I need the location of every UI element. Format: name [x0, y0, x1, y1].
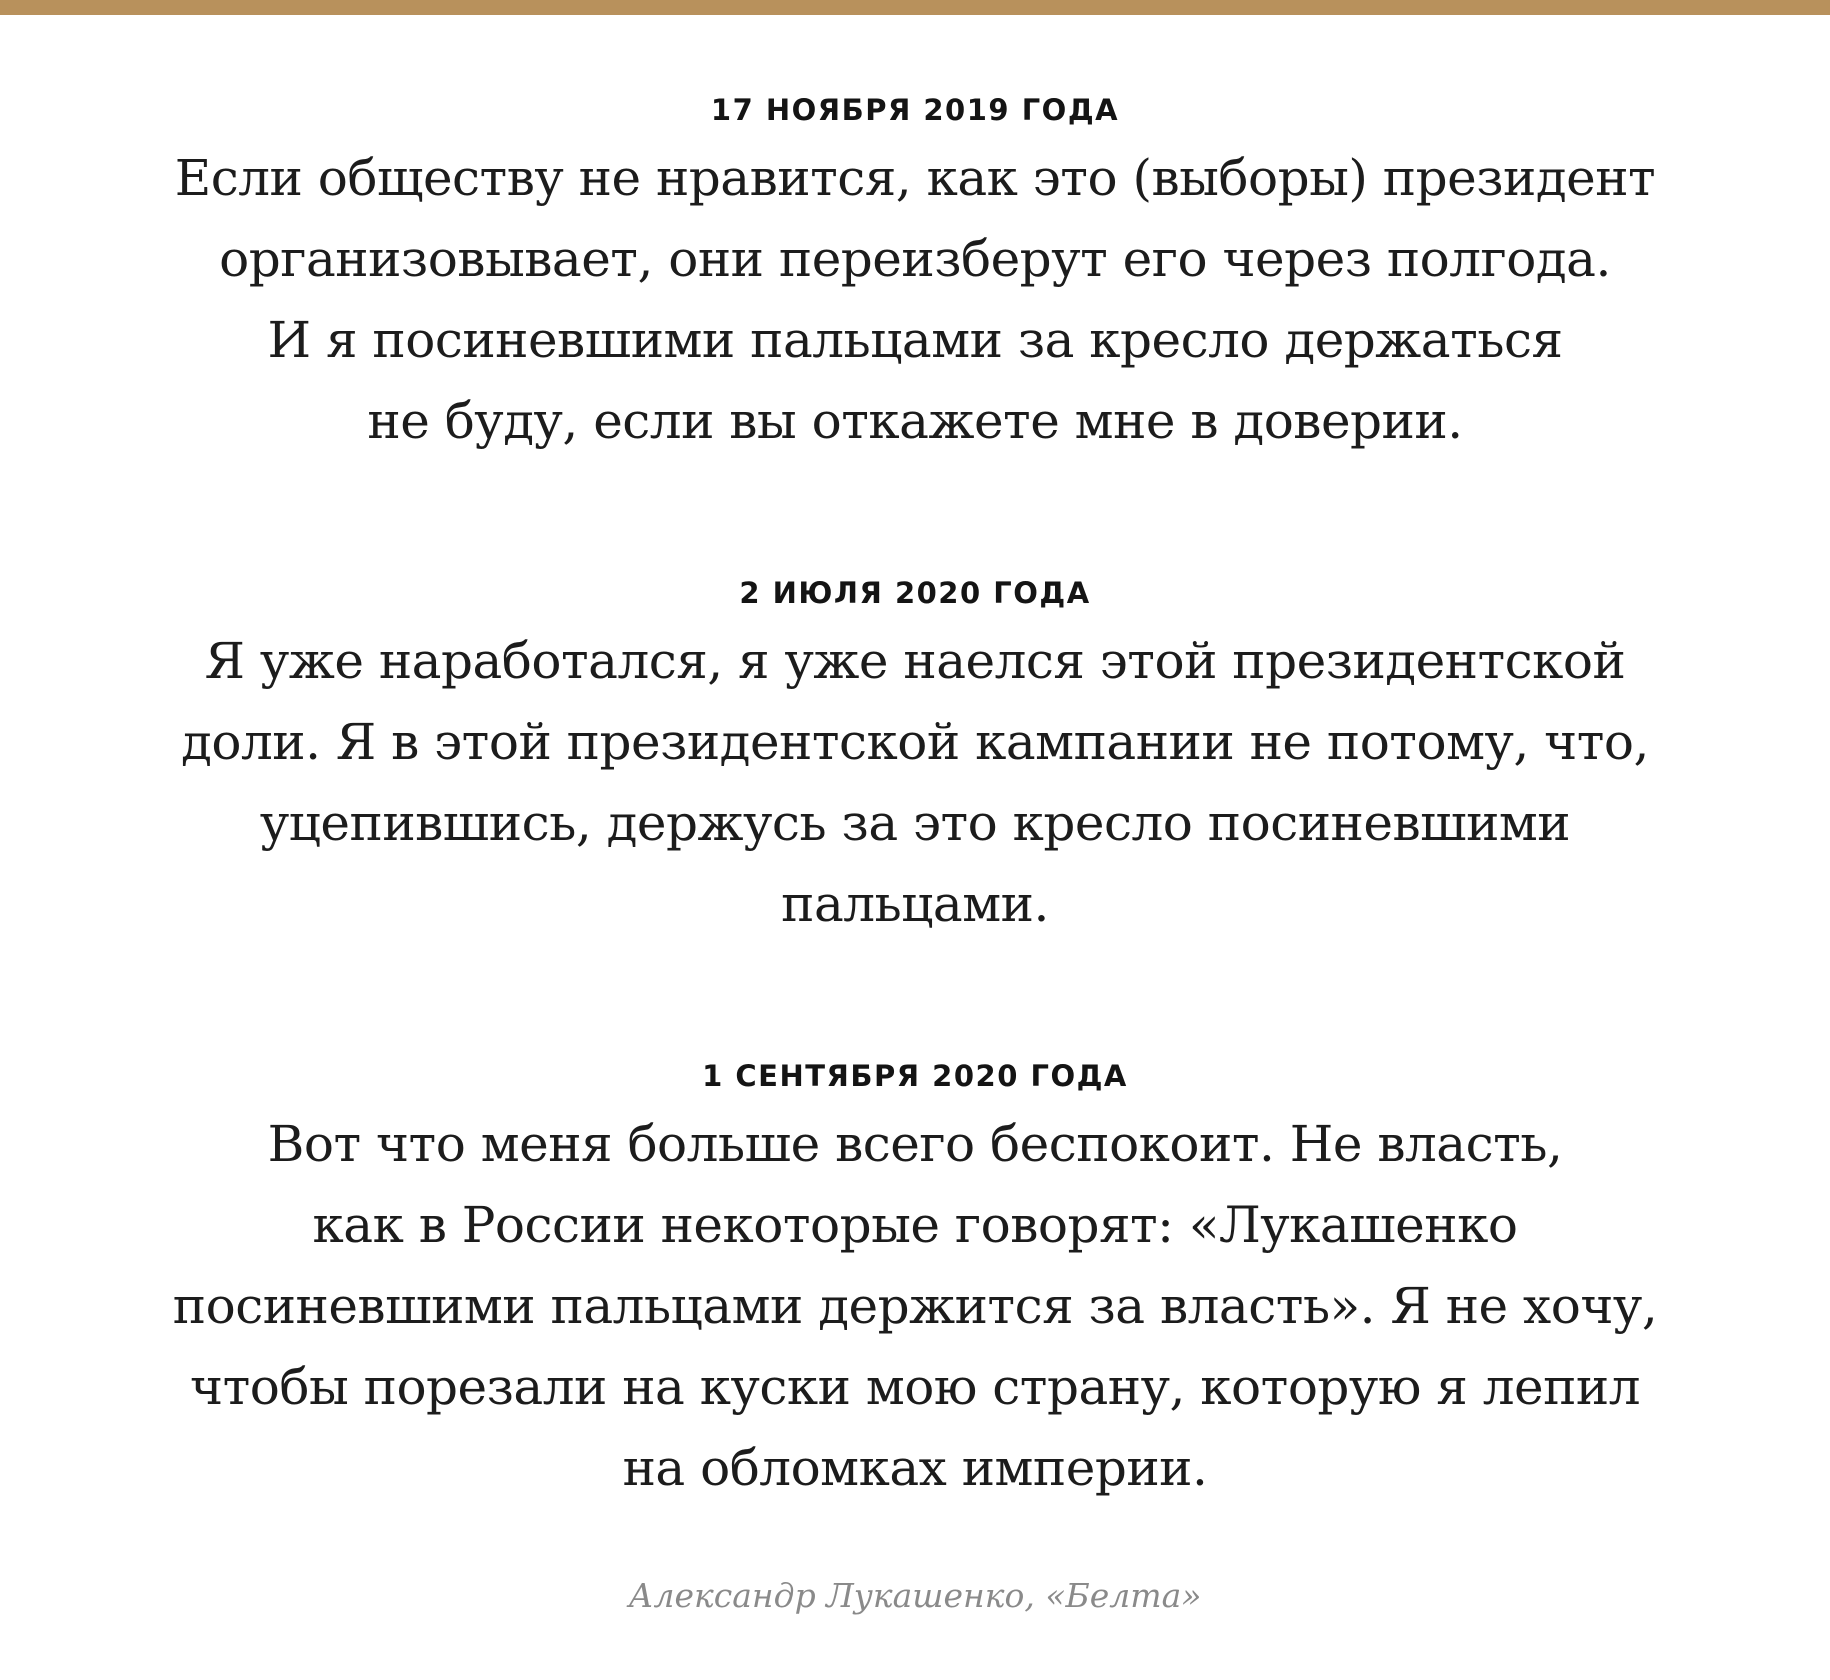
- quote-entry-2020-09-01: [0, 1056, 1830, 1509]
- quote-line: на обломках империи.: [622, 1439, 1208, 1497]
- quote-text: [45, 621, 1785, 945]
- quote-line: доли. Я в этой президентской кампании не потому, что,: [181, 713, 1649, 771]
- quote-line: Вот что меня больше всего беспокоит. Не власть,: [267, 1115, 1563, 1173]
- quote-line: уцепившись, держусь за это кресло посиневшими: [259, 794, 1571, 852]
- quote-line: не буду, если вы откажете мне в доверии.: [367, 392, 1463, 450]
- quote-date: 1 СЕНТЯБРЯ 2020 ГОДА: [702, 1059, 1128, 1093]
- quote-line: Если обществу не нравится, как это (выборы) президент: [174, 149, 1656, 207]
- quote-text: [45, 1104, 1785, 1509]
- quote-line: посиневшими пальцами держится за власть». Я не хочу,: [172, 1277, 1658, 1335]
- quote-entry-2020-07-02: [0, 573, 1830, 945]
- quote-line: как в России некоторые говорят: «Лукашенко: [312, 1196, 1518, 1254]
- quote-date: 17 НОЯБРЯ 2019 ГОДА: [710, 93, 1120, 127]
- quote-text: [45, 138, 1785, 462]
- quote-line: чтобы порезали на куски мою страну, которую я лепил: [190, 1358, 1640, 1416]
- quote-line: И я посиневшими пальцами за кресло держаться: [267, 311, 1563, 369]
- quote-line: организовывает, они переизберут его через полгода.: [219, 230, 1611, 288]
- quote-source: Александр Лукашенко, «Белта»: [628, 1576, 1202, 1615]
- quote-line: пальцами.: [781, 875, 1049, 933]
- quote-entry-2019-11-17: [0, 90, 1830, 462]
- quote-date: 2 ИЮЛЯ 2020 ГОДА: [739, 576, 1091, 610]
- top-accent-bar: [0, 0, 1830, 15]
- quote-line: Я уже наработался, я уже наелся этой президентской: [204, 632, 1626, 690]
